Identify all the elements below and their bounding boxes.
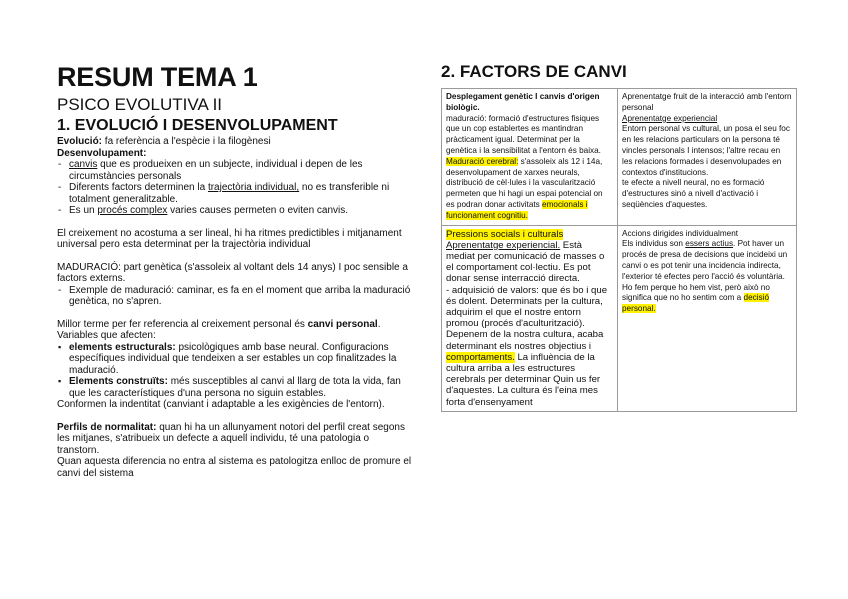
- maduracio-list: [57, 285, 412, 308]
- maduracio-paragraph: MADURACIÓ: part genètica (s'assoleix al voltant dels 14 anys) I poc sensible a factors externs.: [57, 261, 408, 284]
- desenvolupament-label: Desenvolupament:: [57, 147, 147, 159]
- list-item: ▪ elements estructurals: psicològiques amb base neural. Configuracions específiques individual que tendeixen a ser estables un cop finalitzades la maduració.: [57, 342, 412, 377]
- cell-aprenentatge: Aprenentatge fruit de la interacció amb l'entorn personal Aprenentatge experiencial Entorn personal vs cultural, un posa el seu foc en les relacions particulars on la persona té vincles personals I intensos; l'altre recau en les relacions formades i desenvolupades en contextos d'institucions. te efecte a nivell neural, no es formació d'estructures sinó a nivell d'activació i seqüències d'aquestes.: [618, 89, 797, 226]
- list-item: - canvis que es produeixen en un subjecte, individual i depen de les circumstàncies personals: [57, 159, 412, 182]
- creixement-paragraph: El creixement no acostuma a ser lineal, hi ha ritmes predictibles i mitjanament universal pero esta determinat per la trajectòria individual: [57, 227, 402, 250]
- variables-label: Variables que afecten:: [57, 330, 156, 341]
- right-column: [441, 62, 798, 412]
- list-item: - Es un procés complex varies causes permeten o eviten canvis.: [57, 205, 412, 217]
- canvi-personal-paragraph: Millor terme per fer referencia al creixement personal és canvi personal.: [57, 318, 381, 330]
- evolucio-label: Evolució:: [57, 136, 103, 147]
- cell-genetic: Desplegament genètic I canvis d'origen biològic. maduració: formació d'estructures fisiques que un cop establertes es mantindran pràcticament igual. Determinat per la genètica i la sensibilitat a l'entorn és baixa. Maduració cerebral: s'assoleix als 12 i 14a, desenvolupament de xarxes neurals, distribució de cèl·lules i la vascularització permeten que hi hagi un espai potencial on es podran donar activitats emocionals i funcionament cognitiu.: [442, 89, 618, 226]
- conformen-paragraph: Conformen la indentitat (canviant i adaptable a les exigències de l'entorn).: [57, 399, 385, 410]
- cell-pressions: Pressions socials i culturals Aprenentatge experiencial. Està mediat per comunicació de masses o el comportament col·lectiu. Es pot donar sense interracció directa. - adquisició de valors: que és bo i que és dolent. Determinats per la cultura, adquirim el que el nostre entorn promou (procés d'aculturització). Depenem de la nostra cultura, acaba determinant els nostres objectius i comportaments. La influència de la cultura arriba a les estructures cerebrals per determinar Quin us fer d'aquestes. La cultura és l'eina mes forta d'ensenyament: [442, 225, 618, 411]
- section-heading-2: 2. FACTORS DE CANVI: [441, 62, 627, 81]
- document-title: RESUM TEMA 1: [57, 62, 258, 92]
- perfils-paragraph: Perfils de normalitat: quan hi ha un allunyament notori del perfil creat segons les mitjanes, s'atribueix un defecte a aquell individu, té una patologia o transtorn.: [57, 421, 405, 456]
- factors-table: [441, 88, 797, 412]
- document-subtitle: PSICO EVOLUTIVA II: [57, 95, 223, 114]
- section-heading-1: 1. EVOLUCIÓ I DESENVOLUPAMENT: [57, 117, 338, 134]
- variables-list: [57, 342, 412, 400]
- quan-paragraph: Quan aquesta diferencia no entra al sistema es patologitza enlloc de promure el canvi del sistema: [57, 456, 412, 479]
- list-item: ▪ Elements construïts: més susceptibles al canvi al llarg de tota la vida, fan que les característiques d'una persona no siguin estables.: [57, 376, 412, 399]
- desenvolupament-list: [57, 159, 412, 217]
- list-item: - Diferents factors determinen la trajectòria individual, no es transferible ni totalment generalitzable.: [57, 182, 412, 205]
- list-item: - Exemple de maduració: caminar, es fa en el moment que arriba la maduració genètica, no s'apren.: [57, 285, 412, 308]
- left-column: [57, 62, 412, 479]
- evolucio-paragraph: [57, 136, 412, 148]
- evolucio-text: fa referència a l'espècie i la filogènesi: [102, 136, 271, 147]
- cell-accions: Accions dirigides individualment Els individus son essers actius. Pot haver un procés de presa de decisions que incideixi un canvi o es pot tenir una incidencia indirecta, l'exterior té efectes pero l'acció és voluntària. Ho fem perque ho hem vist, però això no significa que no ho sentim com a decisió personal.: [618, 225, 797, 411]
